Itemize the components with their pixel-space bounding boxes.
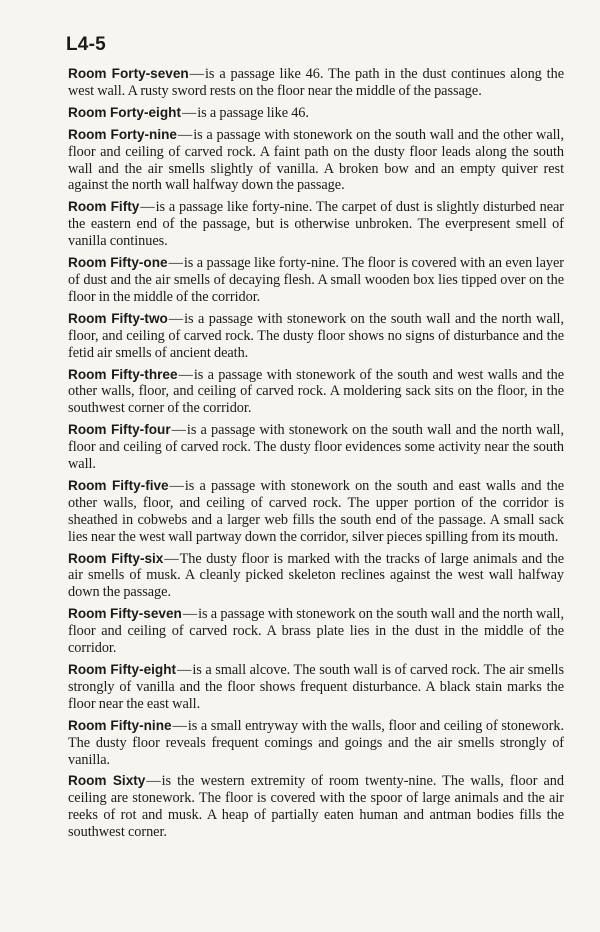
room-descriptions xyxy=(68,66,564,846)
em-dash: — xyxy=(168,310,184,327)
em-dash: — xyxy=(181,104,197,121)
room-description: is a passage with stonework on the south wall and the other wall, floor and ceiling of carved rock. A faint path on the dusty floor leads along the south wall and the air smells slightly of vanilla. A broken bow and an empty quiver rest against the north wall halfway down the passage. xyxy=(68,126,564,194)
em-dash: — xyxy=(178,366,193,383)
room-name: Room Fifty-eight xyxy=(68,662,177,677)
em-dash: — xyxy=(164,550,179,567)
em-dash: — xyxy=(169,477,184,494)
room-description: is a passage with stonework of the south and west walls and the other walls, floor, and ceiling of carved rock. A moldering sack sits on the floor, in the southwest corner of the corridor. xyxy=(68,366,564,417)
room-entry xyxy=(68,199,564,250)
room-description: is a passage with stonework on the south and east walls and the other walls, floor, and ceiling of carved rock. The upper portion of the corridor is sheathed in cobwebs and a larger web fills the south end of the passage. A small sack lies near the west wall partway down the corridor, silver pieces spilling from its mouth. xyxy=(68,477,564,545)
em-dash: — xyxy=(171,422,186,439)
room-description: is a passage with stonework on the south wall and the north wall, floor and ceiling of carved rock. The dusty floor evidences some activity near the south wall. xyxy=(68,422,565,473)
room-name: Room Forty-seven xyxy=(68,66,189,81)
em-dash: — xyxy=(168,255,183,272)
room-name: Room Fifty-nine xyxy=(68,717,172,733)
room-entry xyxy=(68,606,564,657)
room-description: is a passage with stonework on the south wall and the north wall, floor, and ceiling of carved rock. The dusty floor shows no signs of disturbance and the fetid air smells of ancient death. xyxy=(68,310,564,361)
room-description: is a small alcove. The south wall is of carved rock. The air smells strongly of vanilla and the floor shows frequent disturbance. A black stain marks the floor near the east wall. xyxy=(68,662,564,712)
room-entry xyxy=(68,718,564,769)
room-name: Room Fifty xyxy=(68,199,140,215)
em-dash: — xyxy=(177,662,192,678)
room-description: is the western extremity of room twenty-nine. The walls, floor and ceiling are stonework. The floor is covered with the spoor of large animals and the air reeks of rot and musk. A heap of partially eaten human and antman bodies fills the southwest corner. xyxy=(68,773,564,841)
em-dash: — xyxy=(140,199,155,216)
room-name: Room Forty-nine xyxy=(68,126,177,142)
room-entry xyxy=(68,422,564,473)
room-description: is a passage with stonework on the south wall and the north wall, floor and ceiling of carved rock. A brass plate lies in the dust in the middle of the corridor. xyxy=(68,606,564,657)
room-name: Room Sixty xyxy=(68,773,146,789)
room-description: is a passage like 46. The path in the dust continues along the west wall. A rusty sword rests on the floor near the middle of the passage. xyxy=(68,66,565,99)
room-name: Room Fifty-four xyxy=(68,422,171,438)
room-entry xyxy=(68,551,564,602)
room-name: Room Fifty-seven xyxy=(68,606,182,622)
room-entry xyxy=(68,367,564,418)
room-name: Room Fifty-two xyxy=(68,310,168,326)
room-entry xyxy=(68,105,564,122)
em-dash: — xyxy=(177,126,193,143)
room-name: Room Fifty-one xyxy=(68,255,168,271)
em-dash: — xyxy=(146,773,161,790)
room-entry xyxy=(68,127,564,195)
em-dash: — xyxy=(182,606,198,623)
room-description: is a passage like forty-nine. The floor is covered with an even layer of dust and the air smells of decaying flesh. A small wooden box lies tipped over on the floor in the middle of the corridor. xyxy=(68,255,564,305)
room-description: is a small entryway with the walls, floor and ceiling of stonework. The dusty floor reveals frequent comings and goings and the air smells strongly of vanilla. xyxy=(68,717,564,768)
em-dash: — xyxy=(172,717,187,734)
room-name: Room Fifty-five xyxy=(68,477,169,493)
room-entry xyxy=(68,773,564,841)
em-dash: — xyxy=(189,66,204,82)
page-label: L4-5 xyxy=(66,34,106,55)
room-description: The dusty floor is marked with the tracks of large animals and the air smells of musk. A cleanly picked skeleton reclines against the west wall halfway down the passage. xyxy=(68,550,565,601)
room-entry xyxy=(68,66,564,100)
room-entry xyxy=(68,311,564,362)
room-description: is a passage like 46. xyxy=(197,104,309,121)
room-name: Room Fifty-three xyxy=(68,366,178,382)
room-entry xyxy=(68,478,564,546)
room-name: Room Fifty-six xyxy=(68,550,164,566)
room-name: Room Forty-eight xyxy=(68,104,181,120)
room-entry xyxy=(68,662,564,713)
room-description: is a passage like forty-nine. The carpet of dust is slightly disturbed near the eastern end of the passage, but is otherwise unbroken. The everpresent smell of vanilla continues. xyxy=(68,199,564,250)
room-entry xyxy=(68,255,564,306)
